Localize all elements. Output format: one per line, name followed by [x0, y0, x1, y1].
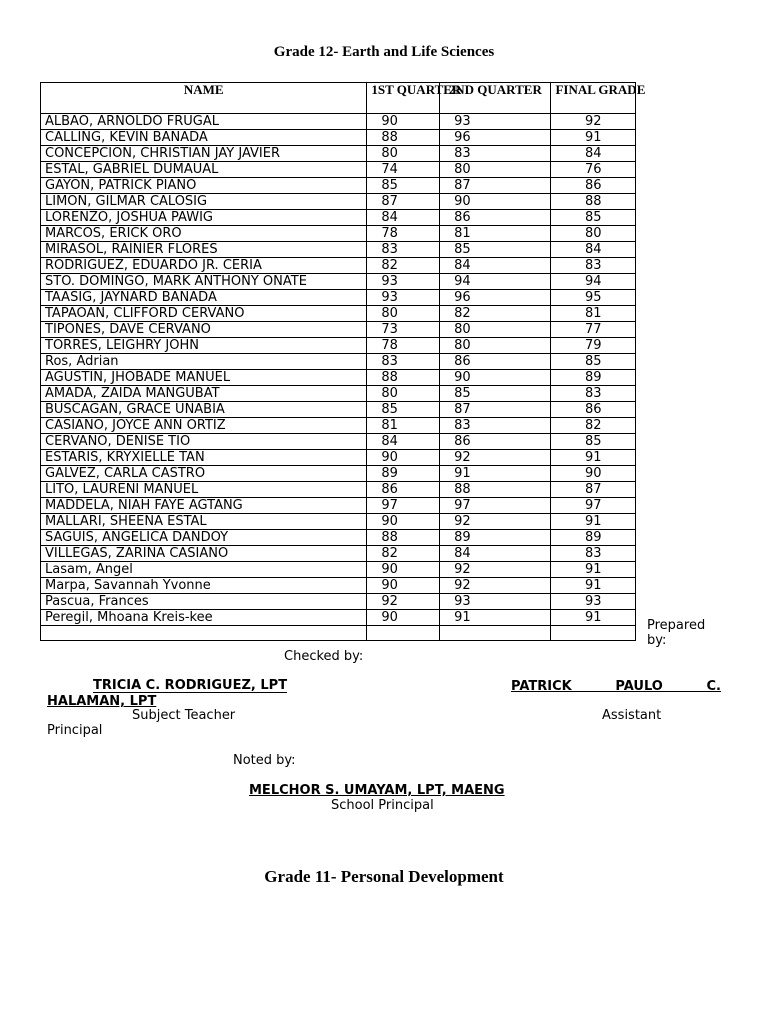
final-grade-cell: 95 — [551, 290, 636, 306]
final-grade-cell: 93 — [551, 594, 636, 610]
table-row — [41, 306, 636, 322]
q2-grade-cell: 86 — [440, 354, 551, 370]
q1-grade-cell: 90 — [367, 514, 440, 530]
final-grade-cell: 81 — [551, 306, 636, 322]
student-name-cell: TAASIG, JAYNARD BANADA — [41, 290, 367, 306]
q1-grade-cell: 88 — [367, 370, 440, 386]
q1-grade-cell: 82 — [367, 546, 440, 562]
table-row — [41, 530, 636, 546]
q2-grade-cell: 94 — [440, 274, 551, 290]
final-grade-cell: 89 — [551, 530, 636, 546]
q2-grade-cell: 92 — [440, 562, 551, 578]
student-name-cell: Peregil, Mhoana Kreis-kee — [41, 610, 367, 626]
empty-cell — [440, 626, 551, 641]
empty-cell — [41, 626, 367, 641]
table-row — [41, 594, 636, 610]
table-row — [41, 194, 636, 210]
principal-name: MELCHOR S. UMAYAM, LPT, MAENG — [249, 783, 505, 798]
q1-grade-cell: 86 — [367, 482, 440, 498]
q1-grade-cell: 84 — [367, 210, 440, 226]
final-grade-cell: 77 — [551, 322, 636, 338]
student-name-cell: RODRIGUEZ, EDUARDO JR. CERIA — [41, 258, 367, 274]
q1-grade-cell: 88 — [367, 130, 440, 146]
q1-grade-cell: 80 — [367, 146, 440, 162]
assistant-principal-name-line2: HALAMAN, LPT — [47, 694, 157, 709]
q2-grade-cell: 91 — [440, 610, 551, 626]
final-grade-cell: 79 — [551, 338, 636, 354]
empty-cell — [551, 626, 636, 641]
header-final: FINAL GRADE — [551, 83, 636, 114]
q1-grade-cell: 78 — [367, 338, 440, 354]
q1-grade-cell: 84 — [367, 434, 440, 450]
q2-grade-cell: 89 — [440, 530, 551, 546]
q1-grade-cell: 90 — [367, 450, 440, 466]
q2-grade-cell: 85 — [440, 386, 551, 402]
student-name-cell: MADDELA, NIAH FAYE AGTANG — [41, 498, 367, 514]
empty-cell — [367, 626, 440, 641]
table-row — [41, 514, 636, 530]
q1-grade-cell: 82 — [367, 258, 440, 274]
q2-grade-cell: 91 — [440, 466, 551, 482]
table-row — [41, 482, 636, 498]
final-grade-cell: 94 — [551, 274, 636, 290]
q2-grade-cell: 96 — [440, 130, 551, 146]
table-row — [41, 610, 636, 626]
final-grade-cell: 92 — [551, 114, 636, 130]
student-name-cell: Pascua, Frances — [41, 594, 367, 610]
q1-grade-cell: 78 — [367, 226, 440, 242]
table-row — [41, 466, 636, 482]
final-grade-cell: 83 — [551, 258, 636, 274]
q1-grade-cell: 93 — [367, 274, 440, 290]
q1-grade-cell: 83 — [367, 354, 440, 370]
final-grade-cell: 85 — [551, 210, 636, 226]
table-row — [41, 130, 636, 146]
q2-grade-cell: 97 — [440, 498, 551, 514]
table-row — [41, 578, 636, 594]
q1-grade-cell: 93 — [367, 290, 440, 306]
document-title: Grade 12- Earth and Life Sciences — [273, 44, 495, 60]
student-name-cell: MIRASOL, RAINIER FLORES — [41, 242, 367, 258]
checked-by-label: Checked by: — [284, 649, 364, 664]
q1-grade-cell: 87 — [367, 194, 440, 210]
student-name-cell: ALBAO, ARNOLDO FRUGAL — [41, 114, 367, 130]
final-grade-cell: 83 — [551, 386, 636, 402]
q1-grade-cell: 85 — [367, 178, 440, 194]
table-row — [41, 162, 636, 178]
teacher-name: TRICIA C. RODRIGUEZ, LPT — [93, 678, 288, 693]
q2-grade-cell: 86 — [440, 434, 551, 450]
final-grade-cell: 85 — [551, 354, 636, 370]
final-grade-cell: 80 — [551, 226, 636, 242]
table-row — [41, 210, 636, 226]
q2-grade-cell: 92 — [440, 514, 551, 530]
table-row — [41, 386, 636, 402]
final-grade-cell: 91 — [551, 610, 636, 626]
final-grade-cell: 91 — [551, 562, 636, 578]
student-name-cell: TAPAOAN, CLIFFORD CERVANO — [41, 306, 367, 322]
table-row — [41, 114, 636, 130]
q2-grade-cell: 82 — [440, 306, 551, 322]
final-grade-cell: 91 — [551, 578, 636, 594]
student-name-cell: CONCEPCION, CHRISTIAN JAY JAVIER — [41, 146, 367, 162]
q1-grade-cell: 80 — [367, 386, 440, 402]
q1-grade-cell: 90 — [367, 610, 440, 626]
q2-grade-cell: 93 — [440, 594, 551, 610]
table-row — [41, 562, 636, 578]
q2-grade-cell: 93 — [440, 114, 551, 130]
student-name-cell: SAGUIS, ANGELICA DANDOY — [41, 530, 367, 546]
q1-grade-cell: 90 — [367, 578, 440, 594]
next-section-title: Grade 11- Personal Development — [264, 867, 504, 886]
header-q1: 1ST QUARTER — [367, 83, 440, 114]
table-row — [41, 354, 636, 370]
q2-grade-cell: 87 — [440, 402, 551, 418]
student-name-cell: LITO, LAURENI MANUEL — [41, 482, 367, 498]
q2-grade-cell: 84 — [440, 258, 551, 274]
q2-grade-cell: 96 — [440, 290, 551, 306]
q2-grade-cell: 88 — [440, 482, 551, 498]
q2-grade-cell: 81 — [440, 226, 551, 242]
student-name-cell: AMADA, ZAIDA MANGUBAT — [41, 386, 367, 402]
final-grade-cell: 82 — [551, 418, 636, 434]
final-grade-cell: 83 — [551, 546, 636, 562]
final-grade-cell: 84 — [551, 242, 636, 258]
table-row — [41, 402, 636, 418]
final-grade-cell: 91 — [551, 130, 636, 146]
table-row — [41, 146, 636, 162]
table-row — [41, 434, 636, 450]
table-header-row — [41, 83, 636, 114]
q1-grade-cell: 74 — [367, 162, 440, 178]
q1-grade-cell: 73 — [367, 322, 440, 338]
q2-grade-cell: 92 — [440, 450, 551, 466]
final-grade-cell: 91 — [551, 450, 636, 466]
principal-role: School Principal — [331, 798, 434, 813]
table-row — [41, 274, 636, 290]
final-grade-cell: 76 — [551, 162, 636, 178]
final-grade-cell: 97 — [551, 498, 636, 514]
q2-grade-cell: 83 — [440, 418, 551, 434]
student-name-cell: GAYON, PATRICK PIANO — [41, 178, 367, 194]
student-name-cell: CALLING, KEVIN BANADA — [41, 130, 367, 146]
student-name-cell: CERVANO, DENISE TIO — [41, 434, 367, 450]
table-row — [41, 258, 636, 274]
final-grade-cell: 88 — [551, 194, 636, 210]
student-name-cell: TIPONES, DAVE CERVANO — [41, 322, 367, 338]
prepared-by-label: Prepared by: — [647, 618, 706, 648]
final-grade-cell: 91 — [551, 514, 636, 530]
q2-grade-cell: 80 — [440, 162, 551, 178]
q2-grade-cell: 80 — [440, 322, 551, 338]
student-name-cell: GALVEZ, CARLA CASTRO — [41, 466, 367, 482]
final-grade-cell: 86 — [551, 178, 636, 194]
table-row — [41, 450, 636, 466]
student-name-cell: MARCOS, ERICK ORO — [41, 226, 367, 242]
student-name-cell: ESTARIS, KRYXIELLE TAN — [41, 450, 367, 466]
q2-grade-cell: 84 — [440, 546, 551, 562]
q2-grade-cell: 85 — [440, 242, 551, 258]
q1-grade-cell: 80 — [367, 306, 440, 322]
student-name-cell: TORRES, LEIGHRY JOHN — [41, 338, 367, 354]
q2-grade-cell: 80 — [440, 338, 551, 354]
header-q2: 2ND QUARTER — [440, 83, 551, 114]
table-row — [41, 338, 636, 354]
q1-grade-cell: 92 — [367, 594, 440, 610]
final-grade-cell: 90 — [551, 466, 636, 482]
student-name-cell: BUSCAGAN, GRACE UNABIA — [41, 402, 367, 418]
final-grade-cell: 87 — [551, 482, 636, 498]
table-body — [41, 114, 636, 641]
table-row — [41, 290, 636, 306]
student-name-cell: VILLEGAS, ZARINA CASIANO — [41, 546, 367, 562]
table-row — [41, 178, 636, 194]
student-name-cell: Ros, Adrian — [41, 354, 367, 370]
q2-grade-cell: 90 — [440, 194, 551, 210]
q2-grade-cell: 92 — [440, 578, 551, 594]
table-row — [41, 370, 636, 386]
assistant-principal-role-line1: Assistant — [602, 708, 662, 723]
q1-grade-cell: 89 — [367, 466, 440, 482]
q1-grade-cell: 97 — [367, 498, 440, 514]
table-row — [41, 498, 636, 514]
teacher-role: Subject Teacher — [132, 708, 236, 723]
q1-grade-cell: 85 — [367, 402, 440, 418]
student-name-cell: LIMON, GILMAR CALOSIG — [41, 194, 367, 210]
q1-grade-cell: 88 — [367, 530, 440, 546]
q1-grade-cell: 90 — [367, 562, 440, 578]
q2-grade-cell: 87 — [440, 178, 551, 194]
q1-grade-cell: 81 — [367, 418, 440, 434]
noted-by-label: Noted by: — [233, 753, 296, 768]
student-name-cell: LORENZO, JOSHUA PAWIG — [41, 210, 367, 226]
student-name-cell: STO. DOMINGO, MARK ANTHONY ONATE — [41, 274, 367, 290]
table-row — [41, 242, 636, 258]
q1-grade-cell: 90 — [367, 114, 440, 130]
q1-grade-cell: 83 — [367, 242, 440, 258]
student-name-cell: CASIANO, JOYCE ANN ORTIZ — [41, 418, 367, 434]
student-name-cell: Lasam, Angel — [41, 562, 367, 578]
assistant-principal-role-line2: Principal — [47, 723, 103, 738]
assistant-principal-name-line1: PATRICK PAULO C. — [511, 679, 721, 694]
header-name: NAME — [41, 83, 367, 114]
q2-grade-cell: 86 — [440, 210, 551, 226]
student-name-cell: MALLARI, SHEENA ESTAL — [41, 514, 367, 530]
table-row — [41, 546, 636, 562]
final-grade-cell: 84 — [551, 146, 636, 162]
grades-table — [40, 82, 646, 641]
final-grade-cell: 89 — [551, 370, 636, 386]
q2-grade-cell: 83 — [440, 146, 551, 162]
student-name-cell: AGUSTIN, JHOBADE MANUEL — [41, 370, 367, 386]
table-row — [41, 322, 636, 338]
final-grade-cell: 85 — [551, 434, 636, 450]
q2-grade-cell: 90 — [440, 370, 551, 386]
table-empty-row — [41, 626, 636, 641]
table-row — [41, 418, 636, 434]
student-name-cell: ESTAL, GABRIEL DUMAUAL — [41, 162, 367, 178]
student-name-cell: Marpa, Savannah Yvonne — [41, 578, 367, 594]
table-row — [41, 226, 636, 242]
final-grade-cell: 86 — [551, 402, 636, 418]
